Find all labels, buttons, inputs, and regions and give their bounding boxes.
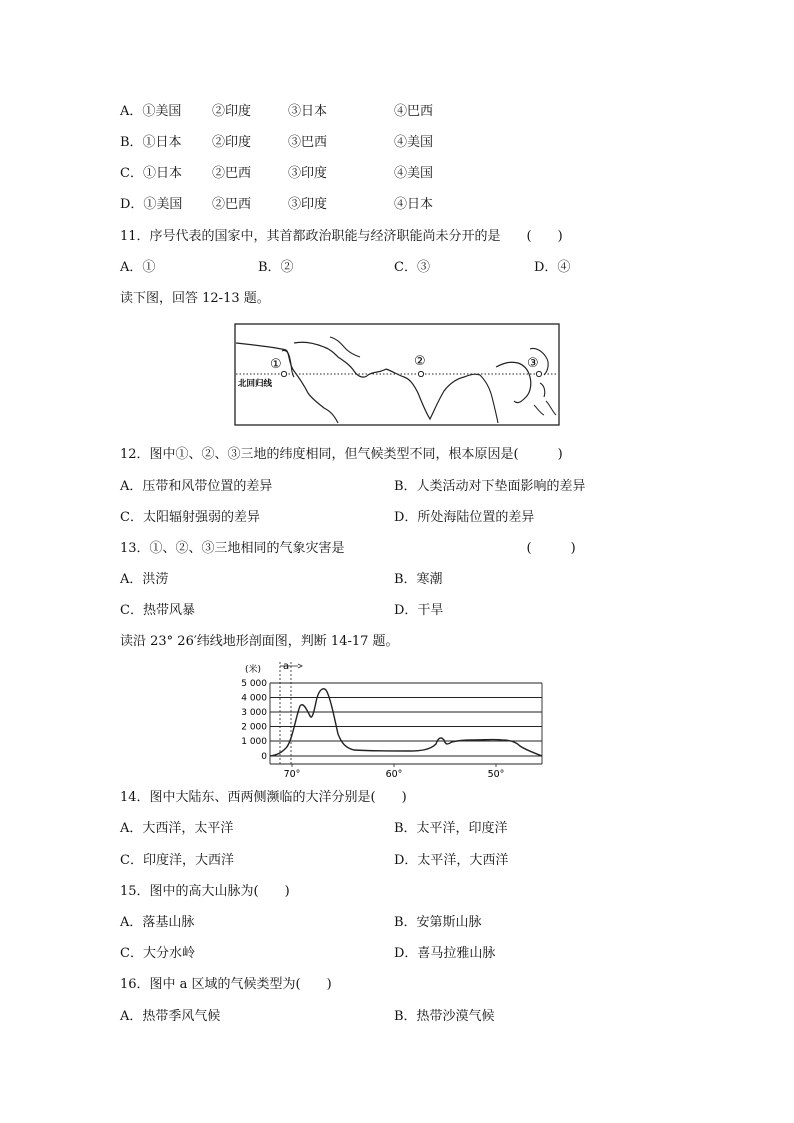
q11-option-c: C．③ (394, 260, 430, 275)
q13-option-c: C．热带风暴 (120, 603, 195, 618)
terrain-profile-chart (240, 656, 546, 780)
q10-row-a-2: ②印度 (212, 104, 252, 119)
q10-row-d-1: D．①美国 (120, 197, 183, 212)
q10-row-a-3: ③日本 (288, 104, 328, 119)
intro-profile: 读沿 23° 26′纬线地形剖面图，判断 14-17 题。 (120, 634, 399, 649)
q12-option-c: C．太阳辐射强弱的差异 (120, 510, 260, 525)
q13-option-d: D．干旱 (394, 603, 444, 618)
q12-stem: 12．图中①、②、③三地的纬度相同，但气候类型不同，根本原因是( ) (120, 447, 563, 462)
q10-row-a-1: A．①美国 (120, 104, 182, 119)
y-tick-4000: 4 000 (241, 693, 267, 704)
q10-row-c-4: ④美国 (394, 166, 434, 181)
y-tick-3000: 3 000 (241, 708, 267, 718)
q11-option-b: B．② (258, 260, 294, 275)
q15-stem: 15．图中的高大山脉为( ) (120, 884, 290, 899)
x-tick-70: 70° (283, 769, 301, 780)
y-tick-1000: 1 000 (241, 737, 267, 747)
q16-option-b: B．热带沙漠气候 (394, 1009, 495, 1024)
q15-option-d: D．喜马拉雅山脉 (394, 946, 496, 961)
q16-option-a: A．热带季风气候 (120, 1009, 221, 1024)
y-tick-0: 0 (261, 752, 267, 762)
q10-row-b-2: ②印度 (212, 135, 252, 150)
unit-label: (米) (245, 665, 262, 675)
q16-stem: 16．图中 a 区域的气候类型为( ) (120, 977, 332, 992)
q14-option-a: A．大西洋，太平洋 (120, 821, 234, 836)
q11-option-a: A．① (120, 260, 156, 275)
q14-option-d: D．太平洋，大西洋 (394, 853, 509, 868)
intro-map: 读下图，回答 12-13 题。 (120, 291, 270, 306)
q12-option-a: A．压带和风带位置的差异 (120, 479, 273, 494)
q10-row-b-1: B．①日本 (120, 135, 182, 150)
q10-row-d-4: ④日本 (394, 197, 434, 212)
q13-option-b: B．寒潮 (394, 572, 443, 587)
map-marker-2: ② (414, 354, 426, 369)
q10-row-d-2: ②巴西 (212, 197, 252, 212)
q14-option-c: C．印度洋，大西洋 (120, 853, 234, 868)
q11-stem: 11．序号代表的国家中，其首都政治职能与经济职能尚未分开的是 ( ) (120, 229, 563, 244)
q10-row-b-4: ④美国 (394, 135, 434, 150)
q12-option-b: B．人类活动对下垫面影响的差异 (394, 479, 586, 494)
q11-option-d: D．④ (534, 260, 571, 275)
q10-row-c-1: C．①日本 (120, 166, 182, 181)
q10-row-a-4: ④巴西 (394, 104, 434, 119)
q14-stem: 14．图中大陆东、西两侧濒临的大洋分别是( ) (120, 790, 407, 805)
region-a-label: a (283, 661, 290, 672)
q14-option-b: B．太平洋，印度洋 (394, 821, 508, 836)
y-tick-5000: 5 000 (241, 679, 267, 689)
x-tick-50: 50° (487, 769, 505, 780)
q13-option-a: A．洪涝 (120, 572, 169, 587)
q15-option-a: A．落基山脉 (120, 915, 195, 930)
x-tick-60: 60° (385, 769, 403, 780)
y-tick-2000: 2 000 (241, 722, 267, 733)
q10-row-d-3: ③印度 (288, 197, 328, 212)
q10-row-b-3: ③巴西 (288, 135, 328, 150)
asia-tropic-map (234, 323, 560, 426)
map-marker-1: ① (270, 357, 282, 372)
q13-stem: 13．①、②、③三地相同的气象灾害是 ( ) (120, 541, 576, 556)
q15-option-b: B．安第斯山脉 (394, 915, 482, 930)
map-marker-3: ③ (527, 356, 539, 371)
q10-row-c-2: ②巴西 (212, 166, 252, 181)
q12-option-d: D．所处海陆位置的差异 (394, 510, 535, 525)
q15-option-c: C．大分水岭 (120, 946, 195, 961)
tropic-label: 北回归线 (238, 379, 273, 389)
q10-row-c-3: ③印度 (288, 166, 328, 181)
